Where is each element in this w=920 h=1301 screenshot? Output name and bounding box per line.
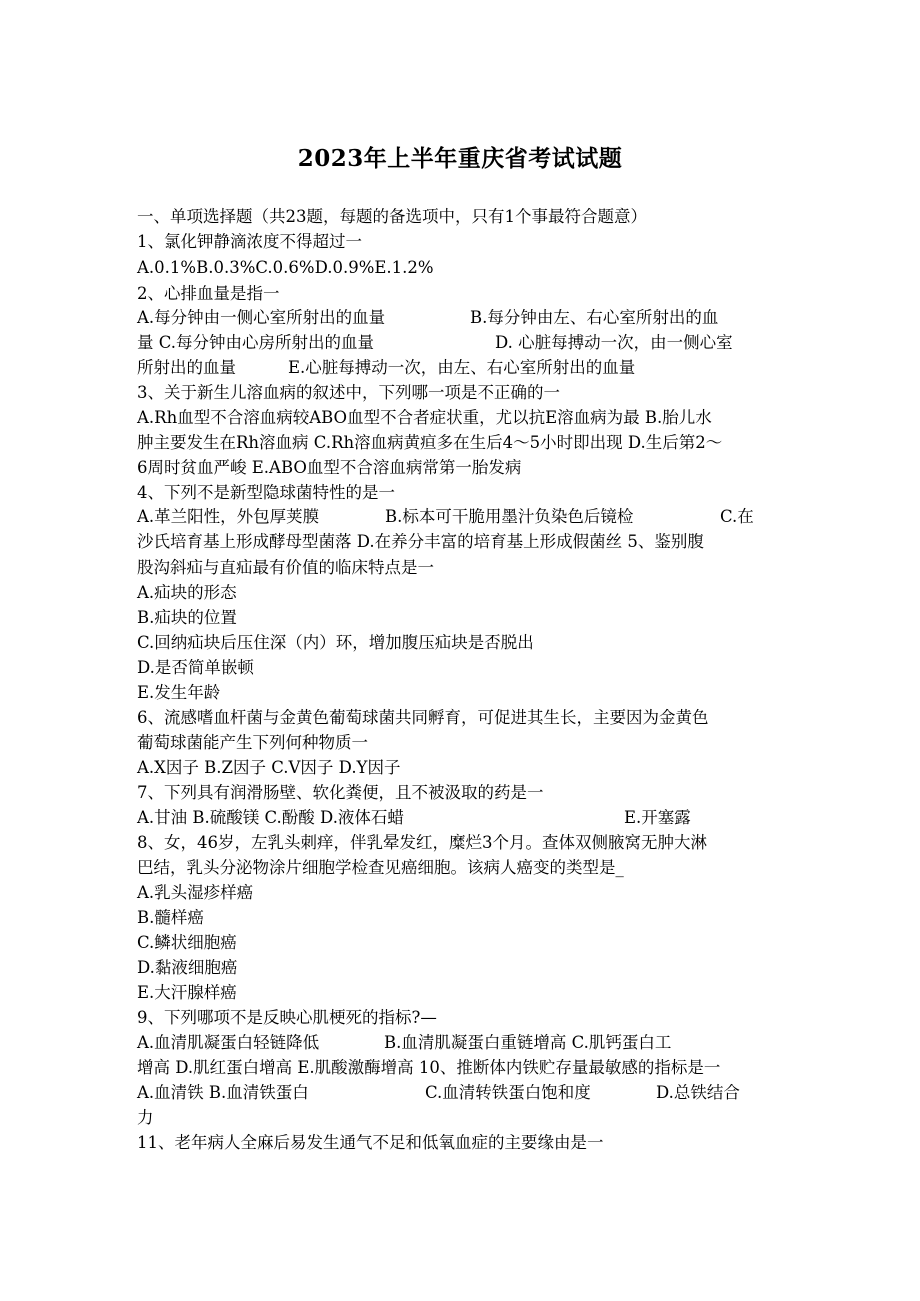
text-line: 2、心排血量是指一: [137, 284, 280, 303]
text-line: A.乳头湿疹样癌: [137, 883, 254, 902]
text-line: C.回纳疝块后压住深（内）环，增加腹压疝块是否脱出: [137, 633, 534, 652]
text-line: [137, 1083, 787, 1103]
text-segment: 所射出的血量: [137, 358, 236, 377]
text-segment: B.标本可干脆用墨汁负染色后镜检: [385, 507, 634, 526]
text-line: A.X因子 B.Z因子 C.V因子 D.Y因子: [137, 758, 401, 777]
text-line: 沙氏培育基上形成酵母型菌落 D.在养分丰富的培育基上形成假菌丝 5、鉴别腹: [137, 532, 704, 551]
text-line: B.疝块的位置: [137, 608, 237, 627]
text-segment: A.血清肌凝蛋白轻链降低: [137, 1033, 320, 1052]
text-line: 4、下列不是新型隐球菌特性的是一: [137, 483, 395, 502]
text-line: A.Rh血型不合溶血病较ABO血型不合者症状重，尤以抗E溶血病为最 B.胎儿水: [137, 408, 712, 427]
text-line: B.髓样癌: [137, 908, 204, 927]
text-line: C.鳞状细胞癌: [137, 933, 237, 952]
text-line: 11、老年病人全麻后易发生通气不足和低氧血症的主要缘由是一: [137, 1133, 604, 1152]
text-segment: A.血清铁 B.血清铁蛋白: [137, 1083, 309, 1102]
text-line: 力: [137, 1108, 154, 1127]
text-line: E.大汗腺样癌: [137, 983, 237, 1002]
text-line: 9、下列哪项不是反映心肌梗死的指标?—: [137, 1008, 437, 1027]
text-line: D.是否简单嵌顿: [137, 658, 254, 677]
text-line: 6周时贫血严峻 E.ABO血型不合溶血病常第一胎发病: [137, 458, 522, 477]
page-title: 2023年上半年重庆省考试试题: [297, 145, 623, 172]
text-line: E.发生年龄: [137, 683, 221, 702]
text-line: A.0.1%B.0.3%C.0.6%D.0.9%E.1.2%: [137, 258, 434, 277]
text-segment: A.革兰阳性，外包厚荚膜: [137, 507, 320, 526]
text-line: 8、女，46岁，左乳头刺痒，伴乳晕发红，糜烂3个月。查体双侧腋窝无肿大淋: [137, 833, 707, 852]
text-line: [137, 1033, 787, 1053]
text-line: [137, 333, 787, 353]
text-line: 一、单项选择题（共23题，每题的备选项中，只有1个事最符合题意）: [137, 207, 647, 226]
text-segment: 量 C.每分钟由心房所射出的血量: [137, 333, 375, 352]
text-segment: B.血清肌凝蛋白重链增高 C.肌钙蛋白工: [384, 1033, 672, 1052]
text-segment: A.甘油 B.硫酸镁 C.酚酸 D.液体石蜡: [137, 808, 404, 827]
text-line: [137, 507, 787, 527]
text-segment: D.总铁结合: [656, 1083, 740, 1102]
text-line: 葡萄球菌能产生下列何种物质一: [137, 733, 368, 752]
text-line: [137, 358, 787, 378]
text-segment: E.心脏每搏动一次，由左、右心室所射出的血量: [288, 358, 636, 377]
text-line: [137, 308, 787, 328]
text-segment: A.每分钟由一侧心室所射出的血量: [137, 308, 386, 327]
text-line: 6、流感嗜血杆菌与金黄色葡萄球菌共同孵育，可促进其生长，主要因为金黄色: [137, 708, 709, 727]
text-line: 肿主要发生在Rh溶血病 C.Rh溶血病黄疸多在生后4～5小时即出现 D.生后第2～: [137, 433, 723, 452]
text-line: 3、关于新生儿溶血病的叙述中，下列哪一项是不正确的一: [137, 383, 560, 402]
text-segment: B.每分钟由左、右心室所射出的血: [470, 308, 719, 327]
text-segment: E.开塞露: [624, 808, 691, 827]
text-line: 1、氯化钾静滴浓度不得超过一: [137, 232, 362, 251]
text-segment: D. 心脏每搏动一次，由一侧心室: [495, 333, 733, 352]
text-line: 股沟斜疝与直疝最有价值的临床特点是一: [137, 558, 434, 577]
text-line: [137, 808, 787, 828]
text-line: 7、下列具有润滑肠壁、软化粪便，且不被汲取的药是一: [137, 783, 544, 802]
text-line: D.黏液细胞癌: [137, 958, 238, 977]
text-line: A.疝块的形态: [137, 583, 237, 602]
text-segment: C.在: [720, 507, 754, 526]
text-line: 增高 D.肌红蛋白增高 E.肌酸激酶增高 10、推断体内铁贮存量最敏感的指标是一: [137, 1058, 721, 1077]
text-segment: C.血清转铁蛋白饱和度: [425, 1083, 591, 1102]
text-line: 巴结，乳头分泌物涂片细胞学检查见癌细胞。该病人癌变的类型是_: [137, 858, 624, 877]
